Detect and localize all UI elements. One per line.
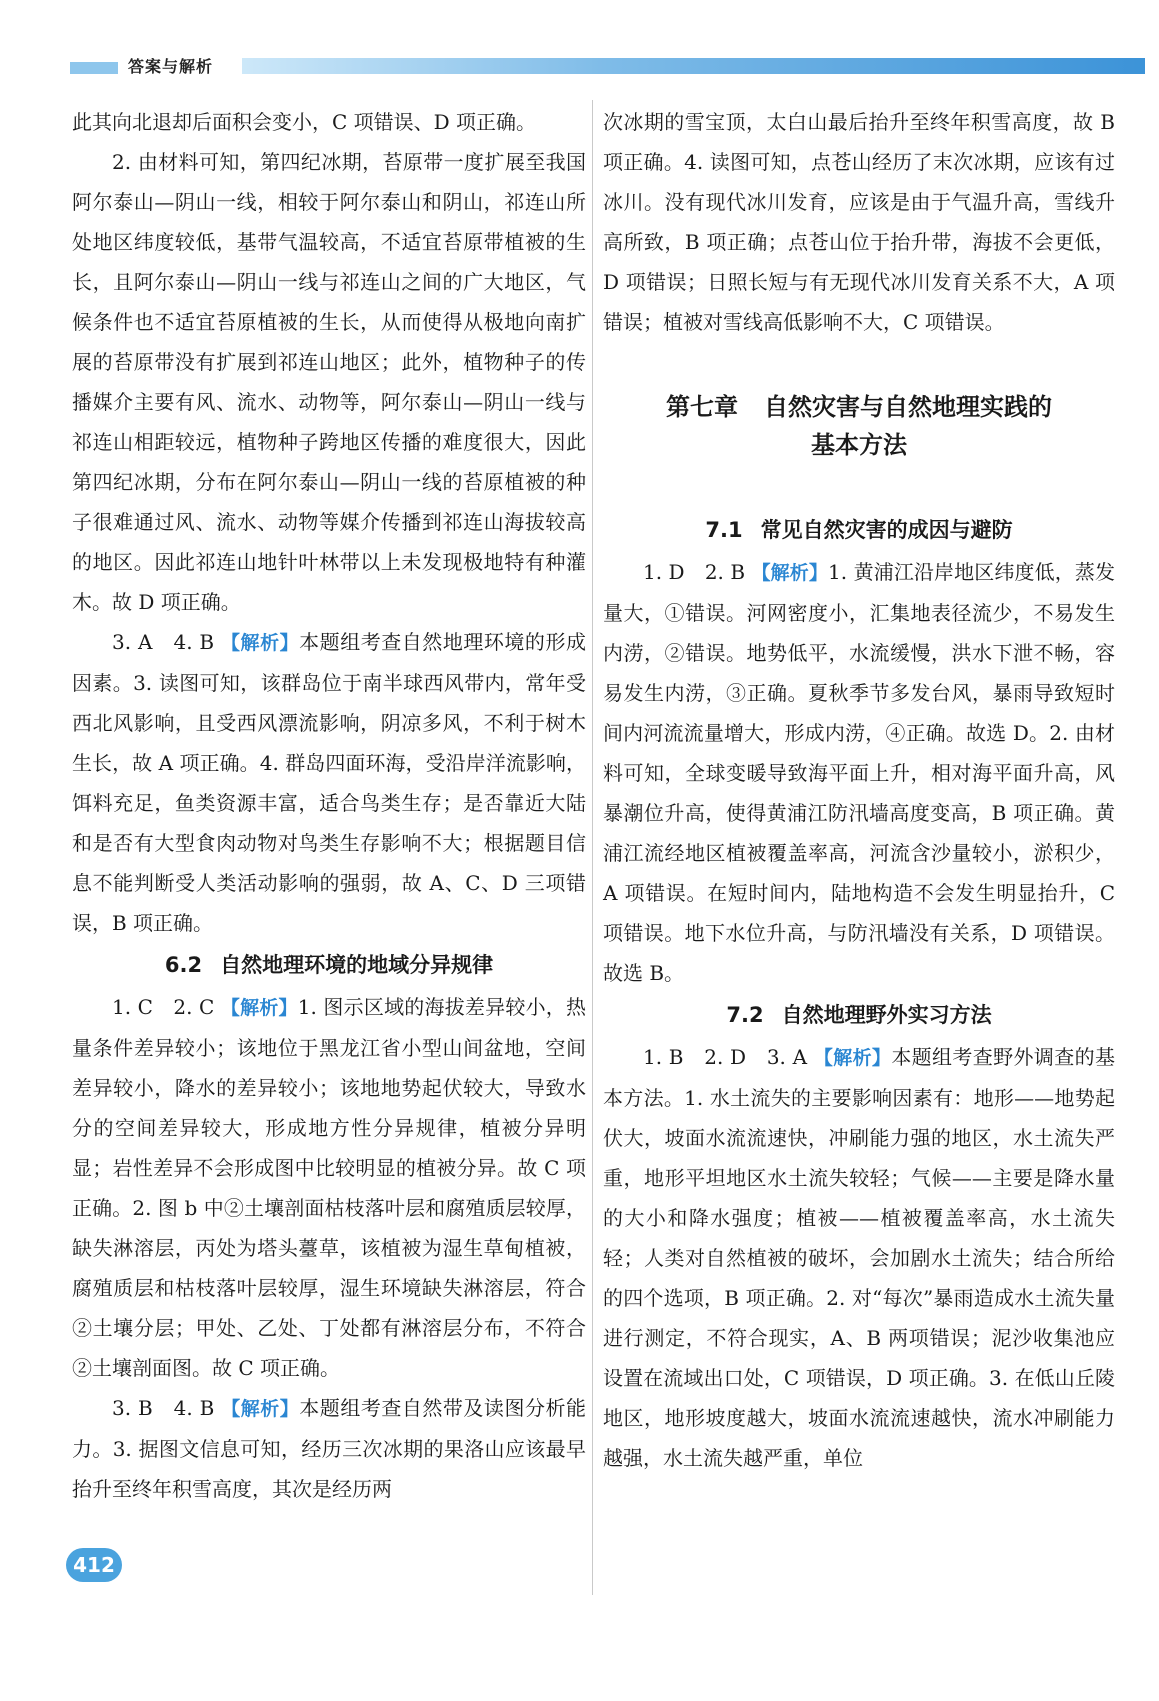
answer-key: 1. D 2. B xyxy=(643,560,746,584)
section-number: 6.2 xyxy=(164,953,203,977)
answer-paragraph xyxy=(603,552,1115,993)
answer-key: 1. C 2. C xyxy=(112,995,215,1019)
paragraph: 此其向北退却后面积会变小，C 项错误、D 项正确。 xyxy=(72,110,537,134)
analysis-text: 本题组考查自然地理环境的形成因素。3. 读图可知，该群岛位于南半球西风带内，常年受西北风影响，且受西风漂流影响，阴凉多风，不利于树木生长，故 A 项正确。4. 群岛四面环海，受沿岸洋流影响，饵料充足，鱼类资源丰富，适合鸟类生存；是否靠近大陆和是否有大型食肉动物对鸟类生存影响不大；根据题目信息不能判断受人类活动影响的强弱，故 A、C、D 三项错误，B 项正确。 xyxy=(72,630,586,935)
analysis-text: 1. 黄浦江沿岸地区纬度低，蒸发量大，①错误。河网密度小，汇集地表径流少，不易发生内涝，②错误。地势低平，水流缓慢，洪水下泄不畅，容易发生内涝，③正确。夏秋季节多发台风，暴雨导致短时间内河流流量增大，形成内涝，④正确。故选 D。2. 由材料可知，全球变暖导致海平面上升，相对海平面升高，风暴潮位升高，使得黄浦江防汛墙高度变高，B 项正确。黄浦江流经地区植被覆盖率高，河流含沙量较小，淤积少，A 项错误。在短时间内，陆地构造不会发生明显抬升，C 项错误。地下水位升高，与防汛墙没有关系，D 项错误。故选 B。 xyxy=(603,560,1115,985)
analysis-text: 1. 图示区域的海拔差异较小，热量条件差异较小；该地位于黑龙江省小型山间盆地，空间差异较小，降水的差异较小；该地地势起伏较大，导致水分的空间差异较大，形成地方性分异规律，植被分异明显；岩性差异不会形成图中比较明显的植被分异。故 C 项正确。2. 图 b 中②土壤剖面枯枝落叶层和腐殖质层较厚，缺失淋溶层，丙处为塔头薹草，该植被为湿生草甸植被，腐殖质层和枯枝落叶层较厚，湿生环境缺失淋溶层，符合②土壤分层；甲处、乙处、丁处都有淋溶层分布，不符合②土壤剖面图。故 C 项正确。 xyxy=(72,995,586,1380)
answer-key: 1. B 2. D 3. A xyxy=(643,1045,808,1069)
analysis-tag: 【解析】 xyxy=(751,562,829,584)
left-column xyxy=(72,102,586,1509)
right-column xyxy=(603,102,1115,1478)
answer-key: 3. A 4. B xyxy=(112,630,215,654)
section-number: 7.1 xyxy=(705,518,743,542)
answer-paragraph xyxy=(603,1037,1115,1478)
page-header xyxy=(0,52,1159,82)
paragraph: 次冰期的雪宝顶，太白山最后抬升至终年积雪高度，故 B 项正确。4. 读图可知，点苍山经历了末次冰期，应该有过冰川。没有现代冰川发育，应该是由于气温升高，雪线升高所致，B 项正确；点苍山位于抬升带，海拔不会更低，D 项错误；日照长短与有无现代冰川发育关系不大，A 项错误；植被对雪线高低影响不大，C 项错误。 xyxy=(603,110,1115,334)
column-divider xyxy=(592,100,593,1595)
section-number: 7.2 xyxy=(726,1003,764,1027)
section-title: 自然地理环境的地域分异规律 xyxy=(220,953,494,977)
analysis-tag: 【解析】 xyxy=(221,1398,300,1420)
header-title: 答案与解析 xyxy=(128,57,214,76)
section-heading xyxy=(603,993,1115,1037)
section-title: 自然地理野外实习方法 xyxy=(781,1003,992,1027)
header-gradient-bar xyxy=(242,58,1145,74)
analysis-tag: 【解析】 xyxy=(220,997,298,1019)
analysis-text: 本题组考查野外调查的基本方法。1. 水土流失的主要影响因素有：地形——地势起伏大，坡面水流流速快，冲刷能力强的地区，水土流失严重，地形平坦地区水土流失较轻；气候——主要是降水量的大小和降水强度；植被——植被覆盖率高，水土流失轻；人类对自然植被的破坏，会加剧水土流失；结合所给的四个选项，B 项正确。2. 对“每次”暴雨造成水土流失量进行测定，不符合现实，A、B 两项错误；泥沙收集池应设置在流域出口处，C 项错误，D 项正确。3. 在低山丘陵地区，地形坡度越大，坡面水流流速越快，流水冲刷能力越强，水土流失越严重，单位 xyxy=(603,1045,1116,1470)
paragraph: 2. 由材料可知，第四纪冰期，苔原带一度扩展至我国阿尔泰山—阴山一线，相较于阿尔泰山和阴山，祁连山所处地区纬度较低，基带气温较高，不适宜苔原带植被的生长，且阿尔泰山—阴山一线与祁连山之间的广大地区，气候条件也不适宜苔原植被的生长，从而使得从极地向南扩展的苔原带没有扩展到祁连山地区；此外，植物种子的传播媒介主要有风、流水、动物等，阿尔泰山—阴山一线与祁连山相距较远，植物种子跨地区传播的难度很大，因此第四纪冰期，分布在阿尔泰山—阴山一线的苔原植被的种子很难通过风、流水、动物等媒介传播到祁连山海拔较高的地区。因此祁连山地针叶林带以上未发现极地特有种灌木。故 D 项正确。 xyxy=(72,150,586,614)
answer-paragraph xyxy=(72,1388,586,1509)
answer-paragraph xyxy=(72,622,586,943)
analysis-tag: 【解析】 xyxy=(813,1047,892,1069)
analysis-text: 本题组考查自然带及读图分析能力。3. 据图文信息可知，经历三次冰期的果洛山应该最早抬升至终年积雪高度，其次是经历两 xyxy=(72,1396,586,1501)
chapter-title-line2: 基本方法 xyxy=(811,431,907,459)
analysis-tag: 【解析】 xyxy=(221,632,300,654)
answer-key: 3. B 4. B xyxy=(112,1396,215,1420)
chapter-title: 自然灾害与自然地理实践的 xyxy=(764,393,1052,421)
section-heading xyxy=(603,508,1115,552)
chapter-number: 第七章 xyxy=(666,393,738,421)
section-heading xyxy=(72,943,586,987)
section-title: 常见自然灾害的成因与避防 xyxy=(760,518,1013,542)
chapter-heading xyxy=(603,388,1115,464)
answer-paragraph xyxy=(72,987,586,1388)
page-number-badge: 412 xyxy=(66,1548,122,1582)
header-accent-bar xyxy=(70,62,118,74)
